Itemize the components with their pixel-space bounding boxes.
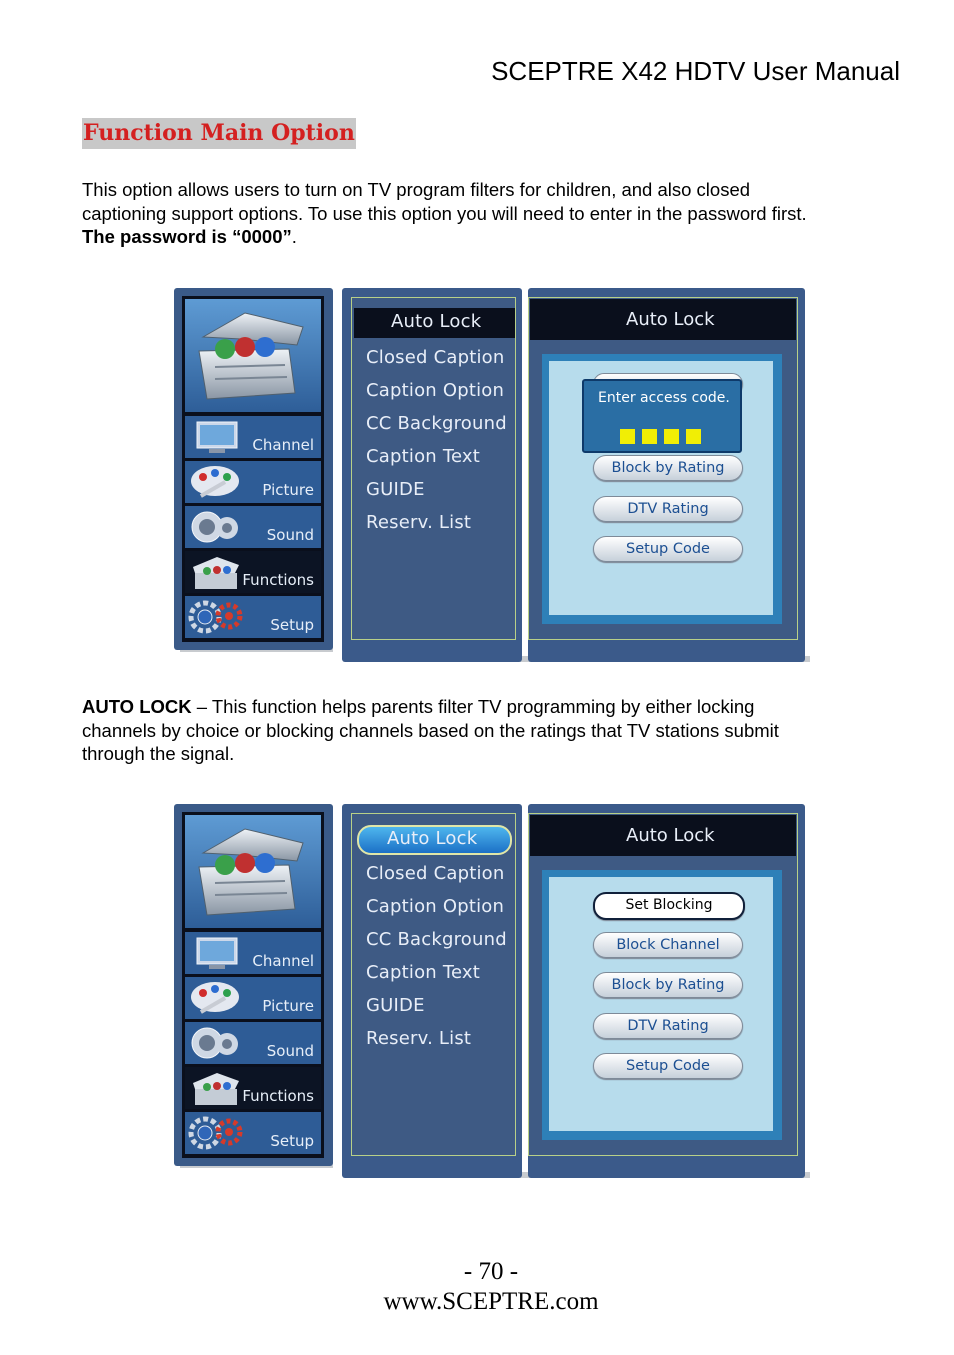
autolock-desc-start: – This function helps parents filter TV programming by either locking <box>191 696 755 717</box>
autolock-paragraph <box>82 695 902 766</box>
osd-menu-label: Sound <box>266 526 314 544</box>
osd-auto-lock-panel <box>528 288 805 662</box>
block-channel-button[interactable]: Block Channel <box>593 932 743 958</box>
function-item-caption-option[interactable]: Caption Option <box>366 380 505 401</box>
toolbox-icon <box>187 1069 245 1107</box>
osd-menu-label: Functions <box>242 571 314 589</box>
osd-screenshot-2 <box>174 804 814 1178</box>
code-digit-1 <box>620 429 635 444</box>
intro-line-3 <box>82 225 902 249</box>
osd-menu-label: Channel <box>252 436 314 454</box>
function-item-auto-lock[interactable]: Auto Lock <box>357 825 512 855</box>
osd-menu-label: Picture <box>262 997 314 1015</box>
osd-main-menu <box>174 804 333 1166</box>
osd-menu-label: Picture <box>262 481 314 499</box>
speaker-icon <box>187 1024 245 1062</box>
code-digit-3 <box>664 429 679 444</box>
autolock-line-2: channels by choice or blocking channels based on the ratings that TV stations submit <box>82 719 779 741</box>
dtv-rating-button[interactable]: DTV Rating <box>593 1013 743 1039</box>
manual-title: SCEPTRE X42 HDTV User Manual <box>491 56 900 86</box>
block-by-rating-button[interactable]: Block by Rating <box>593 972 743 998</box>
speaker-icon <box>187 508 245 546</box>
intro-line-2: captioning support options. To use this option you will need to enter in the password first. <box>82 202 807 224</box>
osd-menu-label: Functions <box>242 1087 314 1105</box>
dtv-rating-button[interactable]: DTV Rating <box>593 496 743 522</box>
osd-menu-functions[interactable] <box>185 551 321 593</box>
palette-icon <box>187 463 245 501</box>
function-item-closed-caption[interactable]: Closed Caption <box>366 347 505 368</box>
toolbox-image <box>185 299 321 412</box>
osd-menu-label: Channel <box>252 952 314 970</box>
auto-lock-header: Auto Lock <box>530 299 796 340</box>
password-note: The password is “0000” <box>82 226 292 247</box>
access-code-prompt: Enter access code. <box>598 390 730 406</box>
function-item-guide[interactable]: GUIDE <box>366 479 425 500</box>
osd-menu-label: Setup <box>270 616 314 634</box>
autolock-term: AUTO LOCK <box>82 696 192 717</box>
intro-line-1: This option allows users to turn on TV program filters for children, and also closed <box>82 179 751 200</box>
function-item-caption-text[interactable]: Caption Text <box>366 446 481 467</box>
set-blocking-button[interactable]: Set Blocking <box>593 892 745 920</box>
code-digit-2 <box>642 429 657 444</box>
osd-auto-lock-panel <box>528 804 805 1178</box>
function-item-guide[interactable]: GUIDE <box>366 995 425 1016</box>
osd-menu-channel[interactable] <box>185 932 321 974</box>
function-item-cc-background[interactable]: CC Background <box>366 929 507 950</box>
setup-code-button[interactable]: Setup Code <box>593 1053 743 1079</box>
section-title: Function Main Option <box>82 118 356 149</box>
access-code-dialog[interactable] <box>582 379 742 453</box>
function-item-reserv-list[interactable]: Reserv. List <box>366 512 472 533</box>
osd-menu-setup[interactable] <box>185 1112 321 1154</box>
gear-icon <box>187 598 245 636</box>
block-by-rating-button[interactable]: Block by Rating <box>593 455 743 481</box>
osd-menu-label: Sound <box>266 1042 314 1060</box>
toolbox-image <box>185 815 321 928</box>
autolock-line-1 <box>82 695 902 719</box>
function-item-caption-text[interactable]: Caption Text <box>366 962 481 983</box>
page-number: - 70 - <box>463 1258 519 1285</box>
code-digit-4 <box>686 429 701 444</box>
function-item-auto-lock[interactable]: Auto Lock <box>354 308 515 338</box>
osd-menu-functions[interactable] <box>185 1067 321 1109</box>
function-item-cc-background[interactable]: CC Background <box>366 413 507 434</box>
osd-menu-picture[interactable] <box>185 461 321 503</box>
gear-icon <box>187 1114 245 1152</box>
osd-main-menu <box>174 288 333 650</box>
function-item-caption-option[interactable]: Caption Option <box>366 896 505 917</box>
setup-code-button[interactable]: Setup Code <box>593 536 743 562</box>
function-item-reserv-list[interactable]: Reserv. List <box>366 1028 472 1049</box>
auto-lock-header: Auto Lock <box>530 815 796 856</box>
website: www.SCEPTRE.com <box>383 1288 599 1315</box>
osd-menu-sound[interactable] <box>185 1022 321 1064</box>
osd-menu-sound[interactable] <box>185 506 321 548</box>
intro-paragraph <box>82 178 902 249</box>
tv-icon <box>187 934 245 972</box>
toolbox-icon <box>187 553 245 591</box>
osd-function-menu <box>342 804 522 1178</box>
function-item-closed-caption[interactable]: Closed Caption <box>366 863 505 884</box>
tv-icon <box>187 418 245 456</box>
palette-icon <box>187 979 245 1017</box>
password-period: . <box>291 226 297 247</box>
osd-function-menu <box>342 288 522 662</box>
autolock-line-3: through the signal. <box>82 743 235 764</box>
osd-menu-channel[interactable] <box>185 416 321 458</box>
osd-menu-label: Setup <box>270 1132 314 1150</box>
osd-menu-picture[interactable] <box>185 977 321 1019</box>
osd-menu-setup[interactable] <box>185 596 321 638</box>
osd-screenshot-1 <box>174 288 814 662</box>
